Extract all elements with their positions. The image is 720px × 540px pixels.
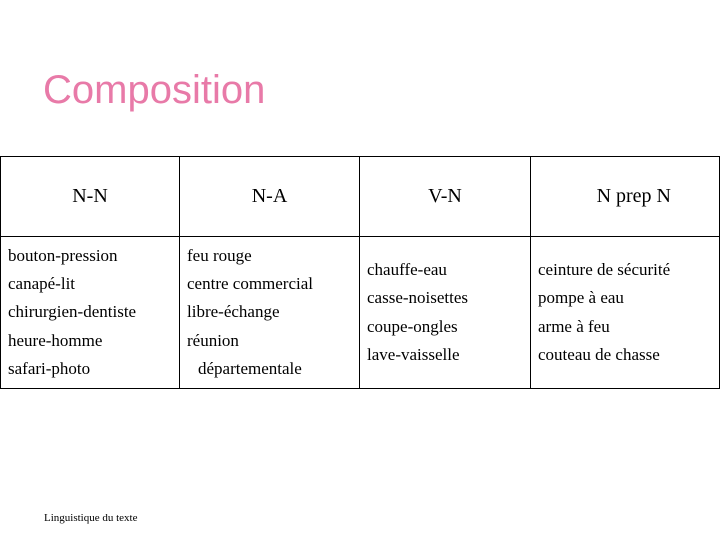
header-v-n: V-N	[360, 157, 531, 237]
list-item: lave-vaisselle	[367, 344, 460, 364]
list-item: libre-échange	[187, 302, 280, 322]
list-item: bouton-pression	[8, 245, 118, 265]
cell-n-prep-n-examples	[531, 237, 720, 389]
list-item: heure-homme	[8, 330, 103, 350]
header-n-prep-n: N prep N	[531, 157, 720, 237]
list-item: couteau de chasse	[538, 344, 660, 364]
list-item: feu rouge	[187, 245, 252, 265]
list-item: réunion	[187, 330, 239, 350]
slide-title: Composition	[43, 68, 266, 112]
list-item: safari-photo	[8, 358, 91, 378]
list-item: centre commercial	[187, 274, 314, 294]
header-n-n: N-N	[1, 157, 180, 237]
list-item: arme à feu	[538, 316, 610, 336]
list-item: chirurgien-dentiste	[8, 302, 137, 322]
list-item: départementale	[198, 358, 302, 378]
list-item: canapé-lit	[8, 274, 76, 294]
footer-text: Linguistique du texte	[44, 512, 138, 524]
composition-table	[0, 156, 720, 389]
cell-v-n-examples	[360, 237, 531, 389]
cell-n-a-examples	[180, 237, 360, 389]
list-item: ceinture de sécurité	[538, 259, 671, 279]
list-item: pompe à eau	[538, 288, 624, 308]
list-item: chauffe-eau	[367, 259, 447, 279]
header-row	[1, 157, 720, 237]
list-item: coupe-ongles	[367, 316, 458, 336]
cell-n-n-examples	[1, 237, 180, 389]
examples-row	[1, 237, 720, 389]
list-item: casse-noisettes	[367, 288, 469, 308]
header-n-a: N-A	[180, 157, 360, 237]
